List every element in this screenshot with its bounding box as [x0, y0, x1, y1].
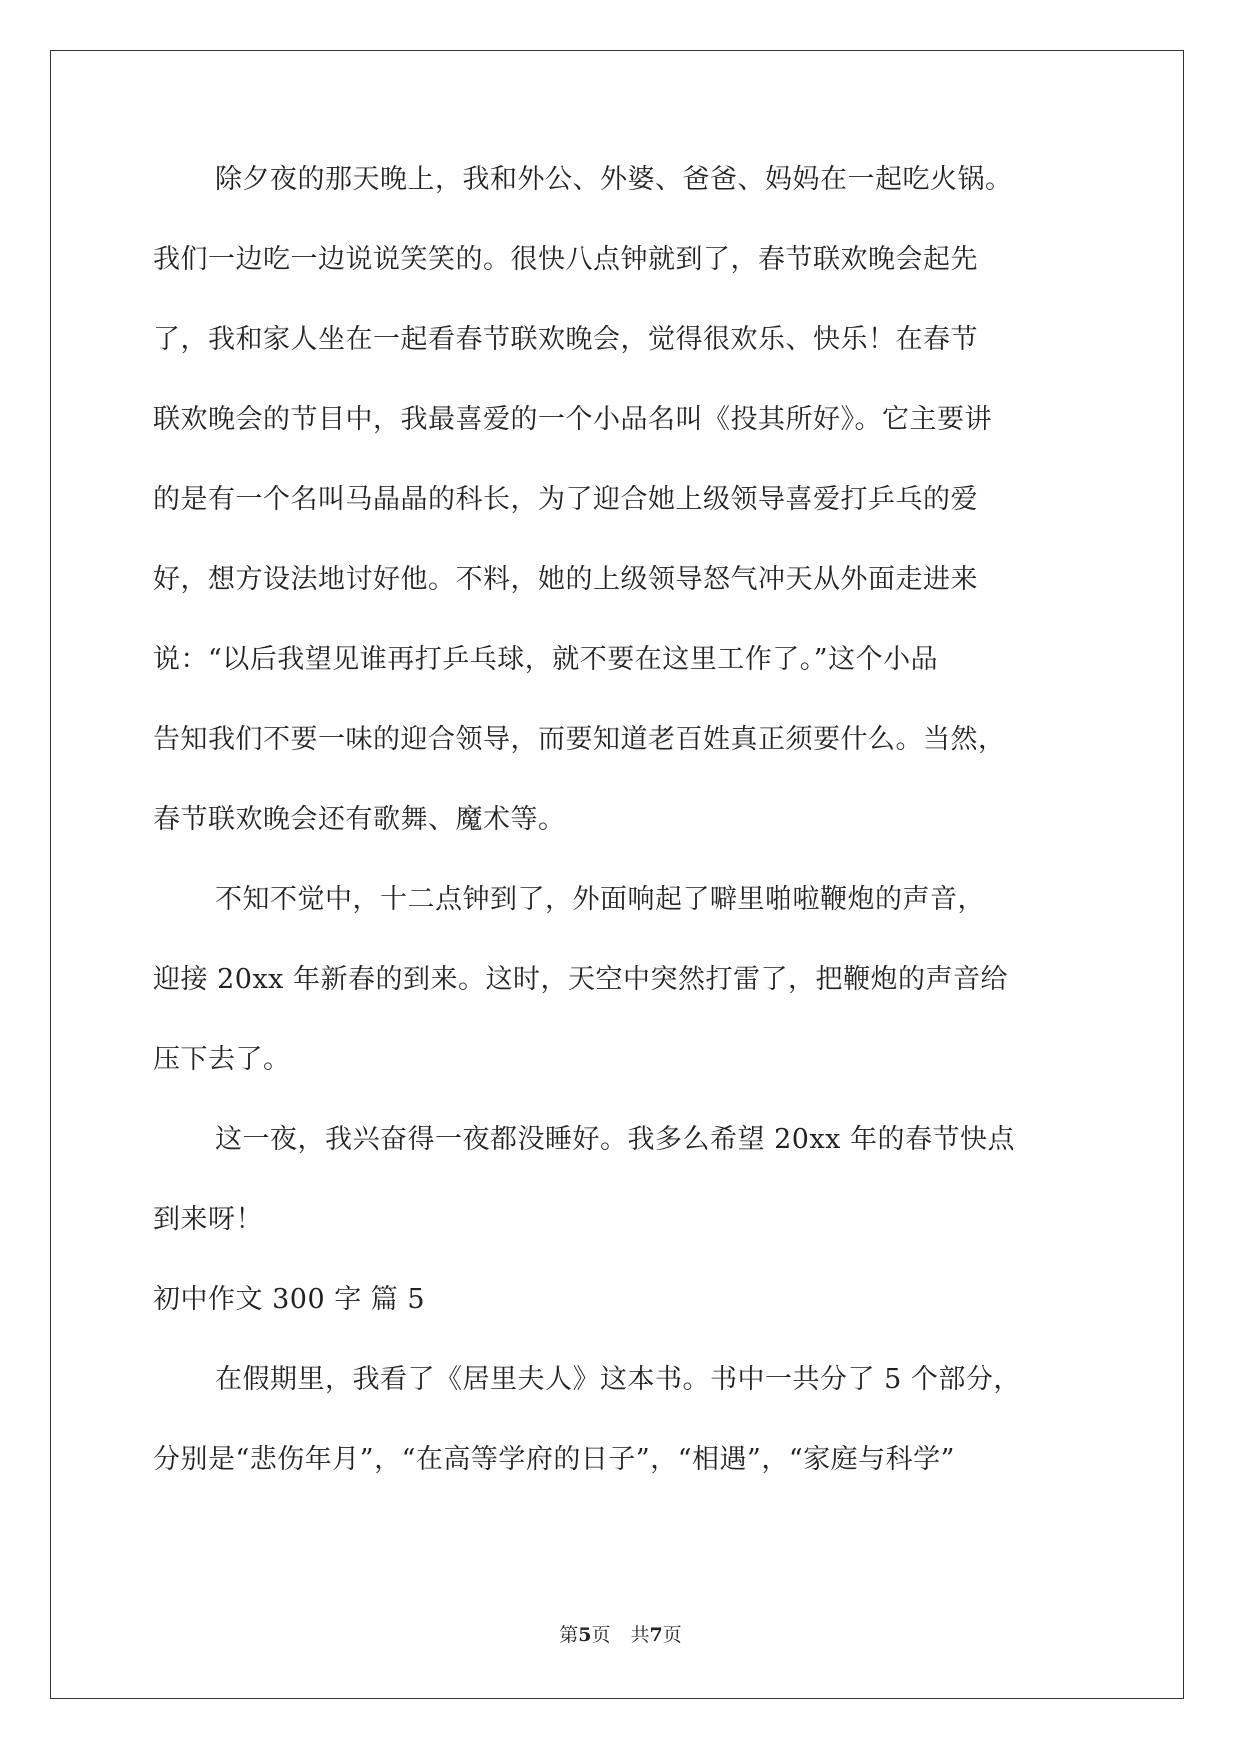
paragraph-line: 了，我和家人坐在一起看春节联欢晚会，觉得很欢乐、快乐！在春节	[153, 324, 978, 355]
paragraph-line: 说：“以后我望见谁再打乒乓球，就不要在这里工作了。”这个小品	[153, 644, 939, 675]
paragraph-line: 联欢晚会的节目中，我最喜爱的一个小品名叫《投其所好》。它主要讲	[153, 404, 992, 435]
paragraph-line: 到来呀！	[153, 1204, 263, 1235]
page-suffix: 页	[591, 1624, 611, 1646]
page-number: 5	[578, 1624, 592, 1646]
paragraph-line: 告知我们不要一味的迎合领导，而要知道老百姓真正须要什么。当然，	[153, 724, 1006, 755]
paragraph-line: 分别是“悲伤年月”，“在高等学府的日子”，“相遇”，“家庭与科学”	[153, 1444, 955, 1475]
total-suffix: 页	[662, 1624, 682, 1646]
paragraph-line: 这一夜，我兴奋得一夜都没睡好。我多么希望 20xx 年的春节快点	[215, 1124, 1015, 1155]
total-prefix: 共	[630, 1624, 650, 1646]
paragraph-line: 在假期里，我看了《居里夫人》这本书。书中一共分了 5 个部分，	[215, 1364, 1021, 1395]
paragraph-line: 春节联欢晚会还有歌舞、魔术等。	[153, 804, 566, 835]
paragraph-line: 好，想方设法地讨好他。不料，她的上级领导怒气冲天从外面走进来	[153, 564, 978, 595]
page-footer	[0, 1623, 1241, 1647]
page-prefix: 第	[559, 1624, 579, 1646]
section-heading: 初中作文 300 字 篇 5	[153, 1284, 426, 1315]
paragraph-line: 除夕夜的那天晚上，我和外公、外婆、爸爸、妈妈在一起吃火锅。	[215, 164, 1013, 195]
paragraph-line: 不知不觉中，十二点钟到了，外面响起了噼里啪啦鞭炮的声音，	[215, 884, 985, 915]
paragraph-line: 压下去了。	[153, 1044, 291, 1075]
total-pages: 7	[649, 1624, 663, 1646]
paragraph-line: 我们一边吃一边说说笑笑的。很快八点钟就到了，春节联欢晚会起先	[153, 244, 978, 275]
paragraph-line: 的是有一个名叫马晶晶的科长，为了迎合她上级领导喜爱打乒乓的爱	[153, 484, 978, 515]
paragraph-line: 迎接 20xx 年新春的到来。这时，天空中突然打雷了，把鞭炮的声音给	[153, 964, 1008, 995]
